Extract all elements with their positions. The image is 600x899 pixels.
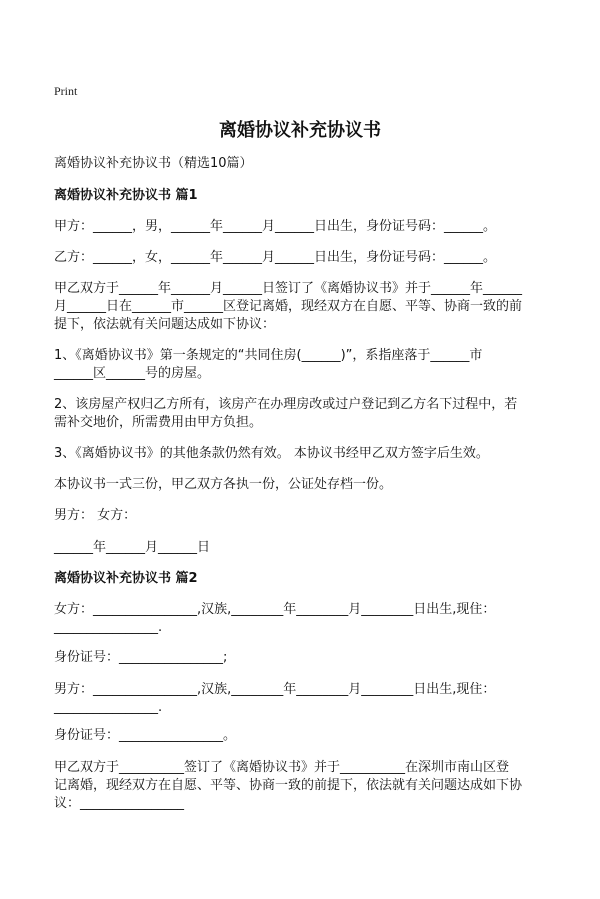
section-heading: 离婚协议补充协议书 篇1 (54, 188, 198, 203)
paragraph-line: 提下，依法就有关问题达成如下协议： (54, 317, 276, 332)
female-id-line: 身份证号：________________; (54, 650, 228, 665)
male-party-line: 男方：________________,汉族,________年________月________日出生,现住： (54, 682, 496, 697)
female-party-line: 女方：________________,汉族,________年________月________日出生,现住： (54, 602, 496, 617)
paragraph-line: 议：________________ (54, 796, 185, 811)
clause-line: 3、《离婚协议书》的其他条款仍然有效。 本协议书经甲乙双方签字后生效。 (54, 446, 489, 461)
party-b-line: 乙方：______，女，______年______月______日出生，身份证号码：______。 (54, 250, 497, 265)
paragraph-line: 甲乙双方于______年______月______日签订了《离婚协议书》并于______年______ (54, 281, 523, 296)
paragraph-line: 记离婚，现经双方在自愿、平等、协商一致的前提下，依法就有关问题达成如下协 (54, 778, 523, 793)
paragraph-line: 月______日在______市______区登记离婚，现经双方在自愿、平等、协商一致的前 (54, 299, 523, 314)
male-id-line: 身份证号：________________。 (54, 728, 237, 743)
party-a-line: 甲方：______，男，______年______月______日出生，身份证号码：______。 (54, 219, 497, 234)
female-address-line: ________________. (54, 620, 163, 635)
copies-line: 本协议书一式三份，甲乙双方各执一份，公证处存档一份。 (54, 477, 393, 492)
male-address-line: ________________. (54, 700, 163, 715)
section-heading: 离婚协议补充协议书 篇2 (54, 571, 198, 586)
paragraph-line: 甲乙双方于__________签订了《离婚协议书》并于__________在深圳市南山区登 (54, 760, 510, 775)
document-subtitle: 离婚协议补充协议书（精选10篇） (54, 156, 253, 171)
clause-line: ______区______号的房屋。 (54, 366, 211, 381)
signature-line: 男方： 女方： (54, 508, 137, 523)
clause-line: 2、该房屋产权归乙方所有，该房产在办理房改或过户登记到乙方名下过程中，若 (54, 397, 518, 412)
date-line: ______年______月______日 (54, 540, 211, 555)
print-label: Print (54, 84, 78, 98)
clause-line: 1、《离婚协议书》第一条规定的“共同住房(______)”，系指座落于______市 (54, 348, 483, 363)
clause-line: 需补交地价，所需费用由甲方负担。 (54, 415, 263, 430)
document-title: 离婚协议补充协议书 (219, 120, 381, 141)
